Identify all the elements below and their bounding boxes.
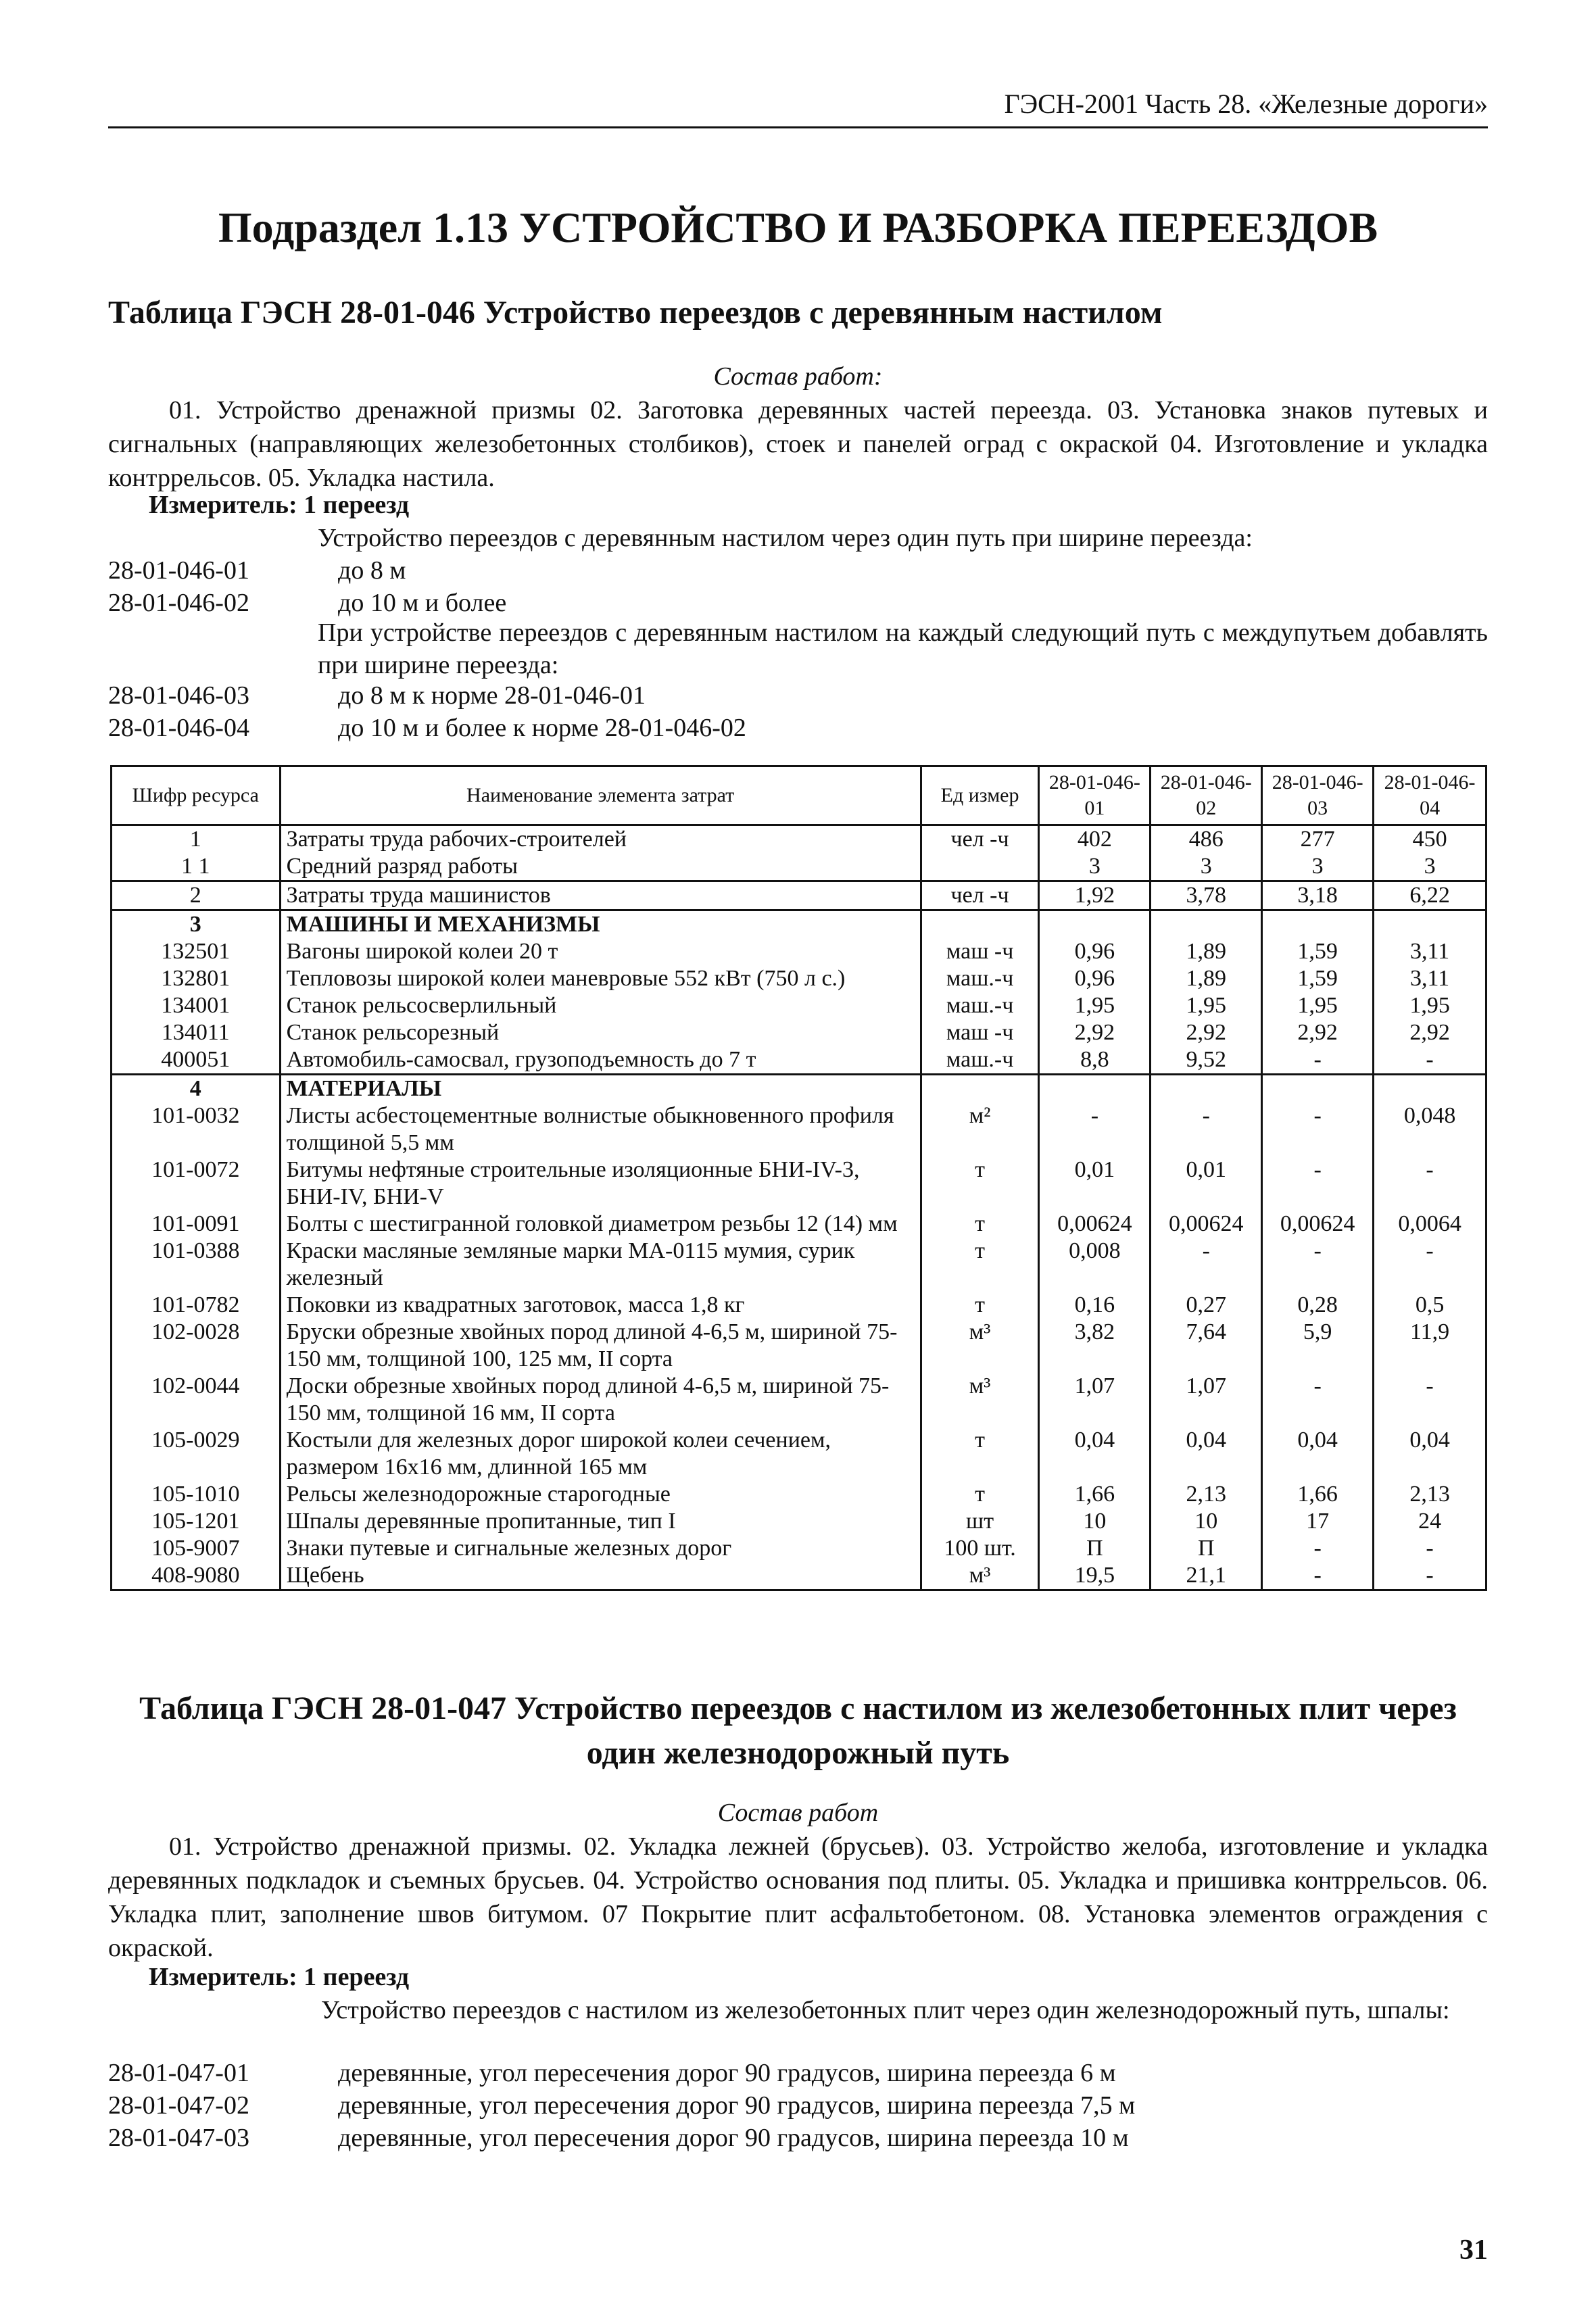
cell-norm-2: 1,89 [1151,938,1262,965]
cell-norm-2: 1,89 [1151,965,1262,992]
cell-norm-1: 8,8 [1039,1046,1151,1075]
cell-norm-2: - [1151,1102,1262,1156]
page-number: 31 [1459,2235,1488,2266]
cell-resource-code: 101-0072 [112,1156,281,1211]
cell-norm-3 [1262,910,1374,939]
cell-resource-code: 132501 [112,938,281,965]
cell-resource-name: Станок рельсосверлильный [280,992,921,1019]
cell-norm-1: - [1039,1102,1151,1156]
cell-norm-2: 2,92 [1151,1019,1262,1046]
table2-works-text: 01. Устройство дренажной призмы. 02. Укладка лежней (брусьев). 03. Устройство желоба, изготовление и укладка деревянных подкладок и съемных брусьев. 04. Устройство основания под плиты. 05. Укладка и пришивка контррельсов. 06. Укладка плит, заполнение швов битумом. 07 Покрытие плит асфальтобетоном. 08. Установка элементов ограждения с окраской. [108,1832,1488,1962]
cell-norm-1: 1,95 [1039,992,1151,1019]
table1-works-text: 01. Устройство дренажной призмы 02. Заготовка деревянных частей переезда. 03. Установка знаков путевых и сигнальных (направляющих железобетонных столбиков), стоек и панелей оград с окраской 04. Изготовление и укладка контррельсов. 05. Укладка настила. [108,396,1488,492]
cell-unit: шт [921,1508,1039,1535]
cell-resource-code: 408-9080 [112,1562,281,1590]
cell-unit: м³ [921,1373,1039,1427]
cell-norm-4: 2,13 [1374,1481,1486,1508]
cell-resource-name: Станок рельсорезный [280,1019,921,1046]
cell-norm-1: 10 [1039,1508,1151,1535]
cell-resource-name: Затраты труда рабочих-строителей [280,825,921,854]
cell-norm-4: 3,11 [1374,965,1486,992]
cell-unit: маш.-ч [921,1046,1039,1075]
table-row [112,853,1486,881]
cell-norm-1 [1039,910,1151,939]
measure-label: Измеритель: [149,491,297,519]
table1-desc1: Устройство переездов с деревянным настилом через один путь при ширине переезда: [318,524,1253,552]
cell-norm-2: 0,04 [1151,1427,1262,1481]
cell-norm-2: 1,95 [1151,992,1262,1019]
section-title: Подраздел 1.13 УСТРОЙСТВО И РАЗБОРКА ПЕРЕЕЗДОВ [218,203,1378,251]
cell-norm-4: 11,9 [1374,1319,1486,1373]
table-row [112,992,1486,1019]
measure-label: Измеритель: [149,1963,297,1991]
table-row [112,1238,1486,1292]
cell-resource-code: 105-9007 [112,1535,281,1562]
cell-norm-4: 0,0064 [1374,1211,1486,1238]
cell-resource-name: МАТЕРИАЛЫ [280,1075,921,1103]
cell-norm-1: 0,04 [1039,1427,1151,1481]
cell-resource-code: 1 1 [112,853,281,881]
table1-measure [149,490,409,520]
cell-norm-2: - [1151,1238,1262,1292]
cell-norm-3: - [1262,1562,1374,1590]
cell-unit: т [921,1156,1039,1211]
cell-norm-2: 486 [1151,825,1262,854]
cell-unit: чел -ч [921,825,1039,854]
cell-norm-4: 2,92 [1374,1019,1486,1046]
cell-norm-3: - [1262,1156,1374,1211]
cell-norm-3: 3 [1262,853,1374,881]
norm-text: до 10 м и более [338,589,507,617]
cell-unit: т [921,1211,1039,1238]
cell-norm-1: 3,82 [1039,1319,1151,1373]
cell-norm-2: 3 [1151,853,1262,881]
cell-norm-2: 21,1 [1151,1562,1262,1590]
cell-norm-1: 0,00624 [1039,1211,1151,1238]
table-row [112,1427,1486,1481]
col-header-name: Наименование элемента затрат [280,766,921,825]
cell-norm-4: 3,11 [1374,938,1486,965]
cell-resource-code: 102-0044 [112,1373,281,1427]
cell-norm-2: 10 [1151,1508,1262,1535]
cell-norm-2: 7,64 [1151,1319,1262,1373]
code-line [108,554,406,587]
cell-resource-code: 134001 [112,992,281,1019]
cell-unit: маш.-ч [921,992,1039,1019]
cell-unit [921,1075,1039,1103]
cell-resource-name: Костыли для железных дорог широкой колеи сечением, размером 16х16 мм, длинной 165 мм [280,1427,921,1481]
cell-resource-code: 101-0091 [112,1211,281,1238]
cell-norm-3: 1,59 [1262,938,1374,965]
cell-norm-3: 1,95 [1262,992,1374,1019]
cell-norm-4: - [1374,1373,1486,1427]
cell-norm-4: - [1374,1535,1486,1562]
cell-resource-name: Краски масляные земляные марки МА-0115 мумия, сурик железный [280,1238,921,1292]
cell-resource-code: 105-1010 [112,1481,281,1508]
cell-norm-2: 0,01 [1151,1156,1262,1211]
norm-text: деревянные, угол пересечения дорог 90 градусов, ширина переезда 10 м [338,2124,1129,2152]
table-row [112,1562,1486,1590]
code-line [108,2089,1135,2122]
norm-text: до 10 м и более к норме 28-01-046-02 [338,714,746,742]
cell-unit: т [921,1427,1039,1481]
table-row [112,1075,1486,1103]
cell-norm-3: 0,00624 [1262,1211,1374,1238]
running-header: ГЭСН-2001 Часть 28. «Железные дороги» [108,88,1488,128]
cell-norm-1: 1,07 [1039,1373,1151,1427]
code-line [108,2057,1116,2089]
table-row [112,1211,1486,1238]
norm-code: 28-01-046-04 [108,714,249,742]
cell-norm-4 [1374,910,1486,939]
norm-code: 28-01-046-03 [108,681,249,710]
cell-norm-1: 2,92 [1039,1019,1151,1046]
cell-resource-name: МАШИНЫ И МЕХАНИЗМЫ [280,910,921,939]
cell-resource-code: 101-0388 [112,1238,281,1292]
code-line [108,679,646,712]
cell-unit: чел -ч [921,881,1039,910]
resource-table [110,765,1487,1591]
cell-resource-name: Автомобиль-самосвал, грузоподъемность до 7 т [280,1046,921,1075]
cell-unit: т [921,1292,1039,1319]
cell-norm-3: 2,92 [1262,1019,1374,1046]
cell-resource-code: 1 [112,825,281,854]
cell-norm-2: 3,78 [1151,881,1262,910]
norm-text: деревянные, угол пересечения дорог 90 градусов, ширина переезда 6 м [338,2059,1116,2087]
cell-unit: м² [921,1102,1039,1156]
norm-text: до 8 м к норме 28-01-046-01 [338,681,646,710]
cell-norm-4 [1374,1075,1486,1103]
cell-unit [921,910,1039,939]
table-row [112,825,1486,854]
cell-norm-3: 0,04 [1262,1427,1374,1481]
cell-norm-1: 1,66 [1039,1481,1151,1508]
table2-desc1: Устройство переездов с настилом из железобетонных плит через один железнодорожный путь, шпалы: [321,1996,1450,2024]
cell-norm-4: 0,5 [1374,1292,1486,1319]
cell-unit [921,853,1039,881]
table-row [112,1292,1486,1319]
table-row [112,1319,1486,1373]
cell-norm-3: - [1262,1238,1374,1292]
cell-resource-code: 101-0032 [112,1102,281,1156]
cell-norm-4: 3 [1374,853,1486,881]
cell-resource-name: Болты с шестигранной головкой диаметром резьбы 12 (14) мм [280,1211,921,1238]
table-row [112,1508,1486,1535]
cell-norm-3: 1,66 [1262,1481,1374,1508]
cell-resource-name: Затраты труда машинистов [280,881,921,910]
table-row [112,1019,1486,1046]
cell-norm-1: 0,01 [1039,1156,1151,1211]
table2-measure [149,1962,409,1992]
table-header-row [112,766,1486,825]
table-row [112,1535,1486,1562]
cell-norm-1: 402 [1039,825,1151,854]
cell-unit: маш.-ч [921,965,1039,992]
cell-resource-code: 105-1201 [112,1508,281,1535]
cell-norm-4: - [1374,1562,1486,1590]
cell-resource-code: 400051 [112,1046,281,1075]
cell-norm-4: 0,04 [1374,1427,1486,1481]
cell-norm-1 [1039,1075,1151,1103]
cell-resource-name: Шпалы деревянные пропитанные, тип I [280,1508,921,1535]
cell-resource-code: 101-0782 [112,1292,281,1319]
cell-resource-name: Средний разряд работы [280,853,921,881]
cell-resource-code: 4 [112,1075,281,1103]
cell-norm-3: 3,18 [1262,881,1374,910]
cell-norm-2: П [1151,1535,1262,1562]
resource-table-body [112,825,1486,1590]
code-line [108,712,746,744]
cell-unit: 100 шт. [921,1535,1039,1562]
table1-title: Таблица ГЭСН 28-01-046 Устройство переездов с деревянным настилом [108,295,1163,331]
table-row [112,881,1486,910]
cell-resource-code: 105-0029 [112,1427,281,1481]
table-row [112,938,1486,965]
cell-resource-name: Битумы нефтяные строительные изоляционные БНИ-IV-3, БНИ-IV, БНИ-V [280,1156,921,1211]
cell-norm-4: - [1374,1238,1486,1292]
cell-resource-code: 3 [112,910,281,939]
cell-norm-2: 0,27 [1151,1292,1262,1319]
cell-norm-1: П [1039,1535,1151,1562]
table1-desc2: При устройстве переездов с деревянным настилом на каждый следующий путь с междупутьем добавлять при ширине переезда: [318,618,1488,679]
cell-norm-3: - [1262,1046,1374,1075]
cell-norm-4: 1,95 [1374,992,1486,1019]
cell-unit: м³ [921,1562,1039,1590]
norm-code: 28-01-046-01 [108,556,249,585]
cell-norm-1: 0,96 [1039,938,1151,965]
cell-resource-name: Знаки путевые и сигнальные железных дорог [280,1535,921,1562]
cell-norm-3: - [1262,1535,1374,1562]
cell-resource-name: Щебень [280,1562,921,1590]
table1-works-heading: Состав работ: [713,362,883,391]
table-row [112,1373,1486,1427]
cell-norm-4: 450 [1374,825,1486,854]
cell-norm-3: - [1262,1102,1374,1156]
cell-resource-name: Бруски обрезные хвойных пород длиной 4-6,5 м, шириной 75-150 мм, толщиной 100, 125 мм, II сорта [280,1319,921,1373]
cell-norm-1: 0,96 [1039,965,1151,992]
code-line [108,587,506,619]
table-row [112,910,1486,939]
cell-norm-3: 0,28 [1262,1292,1374,1319]
cell-norm-4: 24 [1374,1508,1486,1535]
norm-code: 28-01-047-03 [108,2124,249,2152]
col-header-unit: Ед измер [921,766,1039,825]
table-row [112,1481,1486,1508]
norm-code: 28-01-047-01 [108,2059,249,2087]
measure-value: 1 переезд [304,491,410,519]
cell-norm-4: 0,048 [1374,1102,1486,1156]
cell-unit: маш -ч [921,938,1039,965]
cell-norm-1: 1,92 [1039,881,1151,910]
cell-norm-3: 277 [1262,825,1374,854]
cell-resource-name: Листы асбестоцементные волнистые обыкновенного профиля толщиной 5,5 мм [280,1102,921,1156]
cell-norm-3: 17 [1262,1508,1374,1535]
col-header-norm-4: 28-01-046-04 [1374,766,1486,825]
cell-resource-code: 102-0028 [112,1319,281,1373]
col-header-norm-3: 28-01-046-03 [1262,766,1374,825]
cell-norm-1: 3 [1039,853,1151,881]
cell-norm-4: 6,22 [1374,881,1486,910]
cell-norm-2: 9,52 [1151,1046,1262,1075]
cell-norm-1: 0,008 [1039,1238,1151,1292]
cell-unit: т [921,1238,1039,1292]
norm-text: деревянные, угол пересечения дорог 90 градусов, ширина переезда 7,5 м [338,2091,1136,2120]
cell-resource-name: Рельсы железнодорожные старогодные [280,1481,921,1508]
cell-norm-2: 0,00624 [1151,1211,1262,1238]
table-row [112,1156,1486,1211]
cell-norm-1: 19,5 [1039,1562,1151,1590]
cell-unit: маш -ч [921,1019,1039,1046]
measure-value: 1 переезд [304,1963,410,1991]
col-header-code: Шифр ресурса [112,766,281,825]
cell-norm-1: 0,16 [1039,1292,1151,1319]
cell-resource-name: Доски обрезные хвойных пород длиной 4-6,5 м, шириной 75-150 мм, толщиной 16 мм, II сорта [280,1373,921,1427]
table-row [112,1046,1486,1075]
cell-unit: м³ [921,1319,1039,1373]
norm-text: до 8 м [338,556,406,585]
cell-resource-name: Тепловозы широкой колеи маневровые 552 кВт (750 л с.) [280,965,921,992]
table-row [112,1102,1486,1156]
cell-norm-4: - [1374,1046,1486,1075]
cell-resource-code: 132801 [112,965,281,992]
cell-norm-2 [1151,910,1262,939]
code-line [108,2122,1129,2154]
cell-resource-name: Вагоны широкой колеи 20 т [280,938,921,965]
cell-norm-3: 1,59 [1262,965,1374,992]
cell-norm-3: 5,9 [1262,1319,1374,1373]
cell-norm-2: 1,07 [1151,1373,1262,1427]
cell-resource-code: 134011 [112,1019,281,1046]
cell-norm-2: 2,13 [1151,1481,1262,1508]
table2-title: Таблица ГЭСН 28-01-047 Устройство переездов с настилом из железобетонных плит через один железнодорожный путь [139,1690,1457,1771]
cell-unit: т [921,1481,1039,1508]
norm-code: 28-01-047-02 [108,2091,249,2120]
cell-norm-3 [1262,1075,1374,1103]
table-row [112,965,1486,992]
norm-code: 28-01-046-02 [108,589,249,617]
cell-resource-code: 2 [112,881,281,910]
cell-resource-name: Поковки из квадратных заготовок, масса 1,8 кг [280,1292,921,1319]
cell-norm-2 [1151,1075,1262,1103]
col-header-norm-2: 28-01-046-02 [1151,766,1262,825]
col-header-norm-1: 28-01-046-01 [1039,766,1151,825]
cell-norm-4: - [1374,1156,1486,1211]
cell-norm-3: - [1262,1373,1374,1427]
table2-works-heading: Состав работ [717,1799,879,1827]
